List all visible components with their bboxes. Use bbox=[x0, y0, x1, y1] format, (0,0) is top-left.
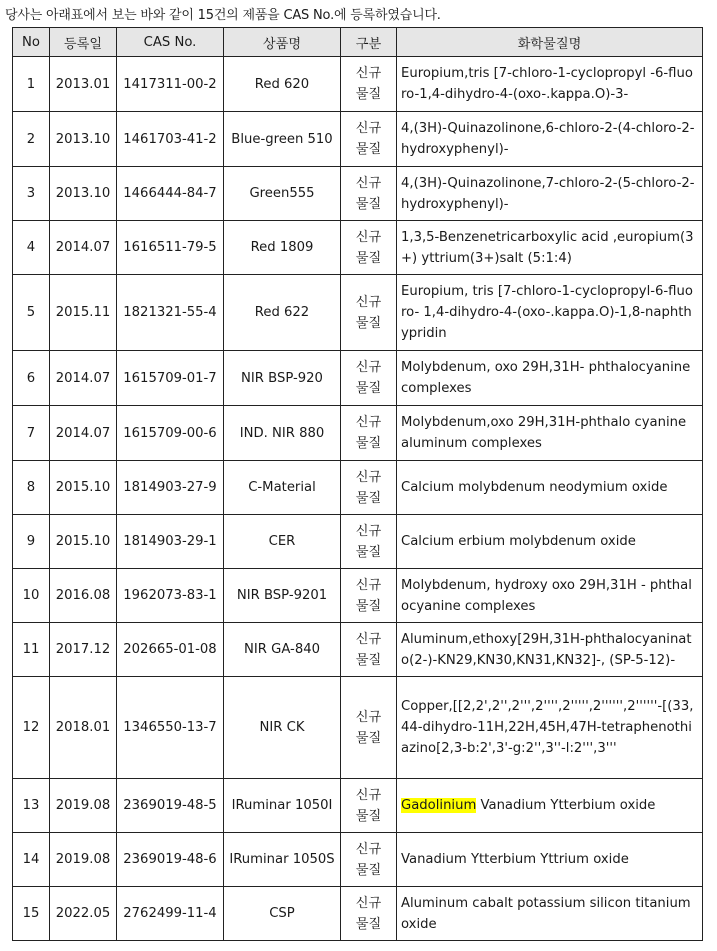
cell-cas: 1814903-27-9 bbox=[117, 461, 224, 515]
cell-date: 2015.11 bbox=[50, 275, 117, 351]
cell-date: 2019.08 bbox=[50, 779, 117, 833]
cell-no: 3 bbox=[13, 167, 50, 221]
division-line2: 물질 bbox=[355, 490, 382, 506]
header-chemical: 화학물질명 bbox=[397, 28, 703, 57]
cell-product: Red 1809 bbox=[224, 221, 341, 275]
division-line2: 물질 bbox=[355, 142, 382, 157]
header-date: 등록일 bbox=[50, 28, 117, 57]
division-line1: 신규 bbox=[355, 121, 382, 136]
cell-division bbox=[341, 221, 397, 275]
cell-product: NIR BSP-920 bbox=[224, 351, 341, 406]
cell-no: 7 bbox=[13, 406, 50, 461]
division-line2: 물질 bbox=[355, 916, 382, 932]
cell-chemical: Calcium erbium molybdenum oxide bbox=[397, 515, 703, 569]
cell-product: CSP bbox=[224, 887, 341, 941]
cell-chemical: Molybdenum, oxo 29H,31H- phthalocyanine complexes bbox=[397, 351, 703, 406]
division-line2: 물질 bbox=[355, 315, 382, 331]
cell-chemical: Vanadium Ytterbium Yttrium oxide bbox=[397, 833, 703, 887]
table-row bbox=[13, 57, 703, 112]
cell-cas: 1821321-55-4 bbox=[117, 275, 224, 351]
cell-chemical: Molybdenum, hydroxy oxo 29H,31H - phthalocyanine complexes bbox=[397, 569, 703, 623]
cell-division bbox=[341, 779, 397, 833]
table-row bbox=[13, 833, 703, 887]
cell-division bbox=[341, 833, 397, 887]
division-line1: 신규 bbox=[355, 841, 382, 857]
cell-cas: 1615709-01-7 bbox=[117, 351, 224, 406]
cell-product: Blue-green 510 bbox=[224, 112, 341, 167]
cell-no: 4 bbox=[13, 221, 50, 275]
cell-division bbox=[341, 275, 397, 351]
cell-division bbox=[341, 57, 397, 112]
cell-chemical: Aluminum,ethoxy[29H,31H-phthalocyaninato(2-)-KN29,KN30,KN31,KN32]-, (SP-5-12)- bbox=[397, 623, 703, 677]
cell-chemical: 1,3,5-Benzenetricarboxylic acid ,europium(3+) yttrium(3+)salt (5:1:4) bbox=[397, 221, 703, 275]
division-line1: 신규 bbox=[355, 631, 382, 647]
cell-division bbox=[341, 677, 397, 779]
header-product: 상품명 bbox=[224, 28, 341, 57]
cell-no: 8 bbox=[13, 461, 50, 515]
cell-no: 6 bbox=[13, 351, 50, 406]
division-line2: 물질 bbox=[355, 381, 382, 396]
table-header-row bbox=[13, 28, 703, 57]
cell-date: 2019.08 bbox=[50, 833, 117, 887]
division-line2: 물질 bbox=[355, 250, 382, 266]
table-row bbox=[13, 275, 703, 351]
division-line1: 신규 bbox=[355, 709, 382, 725]
division-line2: 물질 bbox=[355, 598, 382, 614]
cell-chemical: 4,(3H)-Quinazolinone,6-chloro-2-(4-chloro-2-hydroxyphenyl)- bbox=[397, 112, 703, 167]
cell-date: 2013.01 bbox=[50, 57, 117, 112]
cell-chemical: Europium, tris [7-chloro-1-cyclopropyl-6-fluoro- 1,4-dihydro-4-(oxo-.kappa.O)-1,8-naphthypridin bbox=[397, 275, 703, 351]
division-line1: 신규 bbox=[355, 469, 382, 485]
cell-chemical: Copper,[[2,2',2'',2''',2'''',2''''',2'''''',2''''''-[(33,44-dihydro-11H,22H,45H,47H-tetraphenothiazino[2,3-b:2',3'-g:2'',3''-l:2''',3''' bbox=[397, 677, 703, 779]
cell-product: IRuminar 1050S bbox=[224, 833, 341, 887]
cell-chemical bbox=[397, 779, 703, 833]
table-row bbox=[13, 167, 703, 221]
cell-division bbox=[341, 515, 397, 569]
cell-date: 2013.10 bbox=[50, 167, 117, 221]
cell-chemical: 4,(3H)-Quinazolinone,7-chloro-2-(5-chloro-2-hydroxyphenyl)- bbox=[397, 167, 703, 221]
cell-date: 2016.08 bbox=[50, 569, 117, 623]
cell-date: 2014.07 bbox=[50, 406, 117, 461]
cell-cas: 1615709-00-6 bbox=[117, 406, 224, 461]
cell-cas: 1814903-29-1 bbox=[117, 515, 224, 569]
cell-date: 2018.01 bbox=[50, 677, 117, 779]
cell-division bbox=[341, 167, 397, 221]
division-line1: 신규 bbox=[355, 787, 382, 803]
table-row bbox=[13, 406, 703, 461]
table-row bbox=[13, 351, 703, 406]
division-line1: 신규 bbox=[355, 360, 382, 375]
cell-division bbox=[341, 112, 397, 167]
cell-product: NIR BSP-9201 bbox=[224, 569, 341, 623]
cell-product: C-Material bbox=[224, 461, 341, 515]
table-row bbox=[13, 623, 703, 677]
cell-division bbox=[341, 623, 397, 677]
table-row bbox=[13, 887, 703, 941]
intro-text: 당사는 아래표에서 보는 바와 같이 15건의 제품을 CAS No.에 등록하였습니다. bbox=[5, 8, 441, 23]
cell-cas: 1962073-83-1 bbox=[117, 569, 224, 623]
division-line2: 물질 bbox=[355, 196, 382, 212]
cell-chemical: Calcium molybdenum neodymium oxide bbox=[397, 461, 703, 515]
cell-no: 1 bbox=[13, 57, 50, 112]
table-row bbox=[13, 515, 703, 569]
division-line2: 물질 bbox=[355, 862, 382, 878]
cell-no: 15 bbox=[13, 887, 50, 941]
cell-date: 2014.07 bbox=[50, 351, 117, 406]
division-line2: 물질 bbox=[355, 730, 382, 746]
cell-no: 13 bbox=[13, 779, 50, 833]
cell-product: CER bbox=[224, 515, 341, 569]
division-line2: 물질 bbox=[355, 544, 382, 560]
cell-product: NIR CK bbox=[224, 677, 341, 779]
cell-date: 2022.05 bbox=[50, 887, 117, 941]
cell-cas: 2369019-48-6 bbox=[117, 833, 224, 887]
chemical-text: Vanadium Ytterbium oxide bbox=[476, 798, 656, 813]
cell-division bbox=[341, 887, 397, 941]
cell-product: Green555 bbox=[224, 167, 341, 221]
cell-chemical: Molybdenum,oxo 29H,31H-phthalo cyanine aluminum complexes bbox=[397, 406, 703, 461]
division-line1: 신규 bbox=[355, 229, 382, 245]
cas-registration-table bbox=[12, 27, 703, 941]
cell-product: IRuminar 1050I bbox=[224, 779, 341, 833]
cell-cas: 2762499-11-4 bbox=[117, 887, 224, 941]
cell-no: 9 bbox=[13, 515, 50, 569]
cell-no: 10 bbox=[13, 569, 50, 623]
division-line1: 신규 bbox=[355, 523, 382, 539]
cell-date: 2015.10 bbox=[50, 461, 117, 515]
division-line2: 물질 bbox=[355, 652, 382, 668]
division-line1: 신규 bbox=[355, 415, 382, 430]
division-line2: 물질 bbox=[355, 436, 382, 451]
header-no: No bbox=[13, 28, 50, 57]
cell-cas: 1346550-13-7 bbox=[117, 677, 224, 779]
cell-chemical: Europium,tris [7-chloro-1-cyclopropyl -6-fluoro-1,4-dihydro-4-(oxo-.kappa.O)-3- bbox=[397, 57, 703, 112]
table-row bbox=[13, 221, 703, 275]
division-line1: 신규 bbox=[355, 577, 382, 593]
cell-date: 2013.10 bbox=[50, 112, 117, 167]
cell-product: Red 622 bbox=[224, 275, 341, 351]
cell-date: 2017.12 bbox=[50, 623, 117, 677]
table-row bbox=[13, 779, 703, 833]
header-division: 구분 bbox=[341, 28, 397, 57]
cell-no: 12 bbox=[13, 677, 50, 779]
header-cas: CAS No. bbox=[117, 28, 224, 57]
division-line1: 신규 bbox=[355, 66, 382, 81]
cell-chemical: Aluminum cabalt potassium silicon titanium oxide bbox=[397, 887, 703, 941]
cell-no: 14 bbox=[13, 833, 50, 887]
cell-division bbox=[341, 351, 397, 406]
cell-product: NIR GA-840 bbox=[224, 623, 341, 677]
cell-cas: 1461703-41-2 bbox=[117, 112, 224, 167]
cell-product: IND. NIR 880 bbox=[224, 406, 341, 461]
cell-cas: 1417311-00-2 bbox=[117, 57, 224, 112]
cell-date: 2014.07 bbox=[50, 221, 117, 275]
cell-cas: 2369019-48-5 bbox=[117, 779, 224, 833]
cell-no: 11 bbox=[13, 623, 50, 677]
table-row bbox=[13, 461, 703, 515]
cell-cas: 1466444-84-7 bbox=[117, 167, 224, 221]
cell-division bbox=[341, 569, 397, 623]
cell-cas: 1616511-79-5 bbox=[117, 221, 224, 275]
table-row bbox=[13, 112, 703, 167]
cell-division bbox=[341, 406, 397, 461]
cell-no: 5 bbox=[13, 275, 50, 351]
table-row bbox=[13, 569, 703, 623]
cell-cas: 202665-01-08 bbox=[117, 623, 224, 677]
cell-date: 2015.10 bbox=[50, 515, 117, 569]
cell-product: Red 620 bbox=[224, 57, 341, 112]
division-line2: 물질 bbox=[355, 87, 382, 102]
division-line2: 물질 bbox=[355, 808, 382, 824]
cell-no: 2 bbox=[13, 112, 50, 167]
highlighted-text: Gadolinium bbox=[401, 798, 477, 813]
cell-division bbox=[341, 461, 397, 515]
division-line1: 신규 bbox=[355, 895, 382, 911]
division-line1: 신규 bbox=[355, 175, 382, 191]
division-line1: 신규 bbox=[355, 294, 382, 310]
table-row bbox=[13, 677, 703, 779]
